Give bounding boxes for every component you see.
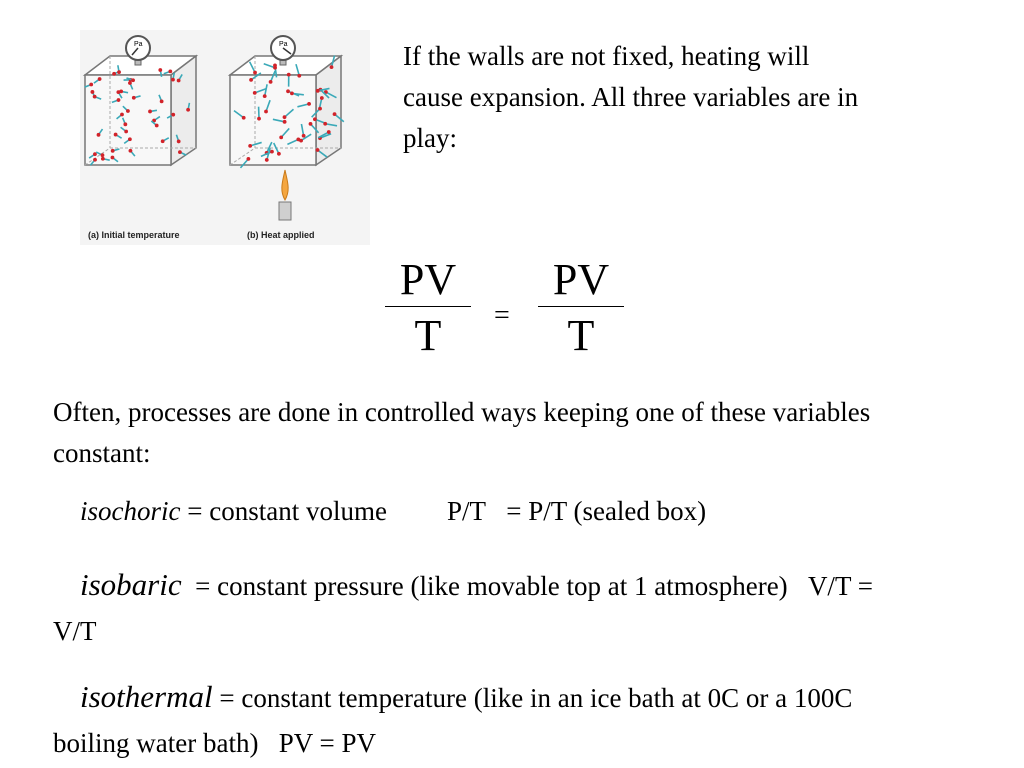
isothermal-relation: PV = PV [278, 728, 376, 758]
intro-paragraph: If the walls are not fixed, heating will cause expansion. All three variables are in play: [403, 41, 859, 153]
gas-heating-illustration [80, 30, 370, 245]
isochoric-relation-rhs: = P/T (sealed box) [506, 496, 707, 526]
isobaric-row [53, 562, 873, 654]
isobaric-relation: V/T = V/T [53, 571, 873, 646]
isothermal-row [53, 674, 873, 766]
gauge-label: Pa [134, 41, 143, 48]
left-denominator: T [414, 311, 442, 360]
isothermal-description: = constant temperature (like in an ice bath at 0C or a 100C boiling water bath) [53, 683, 853, 758]
isothermal-term: isothermal [80, 679, 213, 714]
processes-paragraph: Often, processes are done in controlled ways keeping one of these variables constant: [53, 397, 871, 468]
isochoric-relation-lhs: P/T [446, 496, 486, 526]
caption-initial-temperature: (a) Initial temperature [88, 230, 180, 240]
right-numerator: PV [552, 255, 610, 304]
isobaric-term: isobaric [80, 567, 182, 602]
isochoric-row [80, 496, 706, 527]
gauge-label: Pa [279, 41, 288, 48]
isochoric-description: = constant volume [180, 496, 387, 526]
equals-sign: = [494, 300, 510, 331]
isochoric-term: isochoric [80, 496, 181, 526]
left-numerator: PV [399, 255, 457, 304]
caption-heat-applied: (b) Heat applied [247, 230, 315, 240]
left-fraction [384, 254, 472, 361]
gas-boxes-figure [80, 30, 370, 245]
isobaric-description: = constant pressure (like movable top at 1 atmosphere) [195, 571, 788, 601]
right-denominator: T [567, 311, 595, 360]
right-fraction [537, 254, 625, 361]
